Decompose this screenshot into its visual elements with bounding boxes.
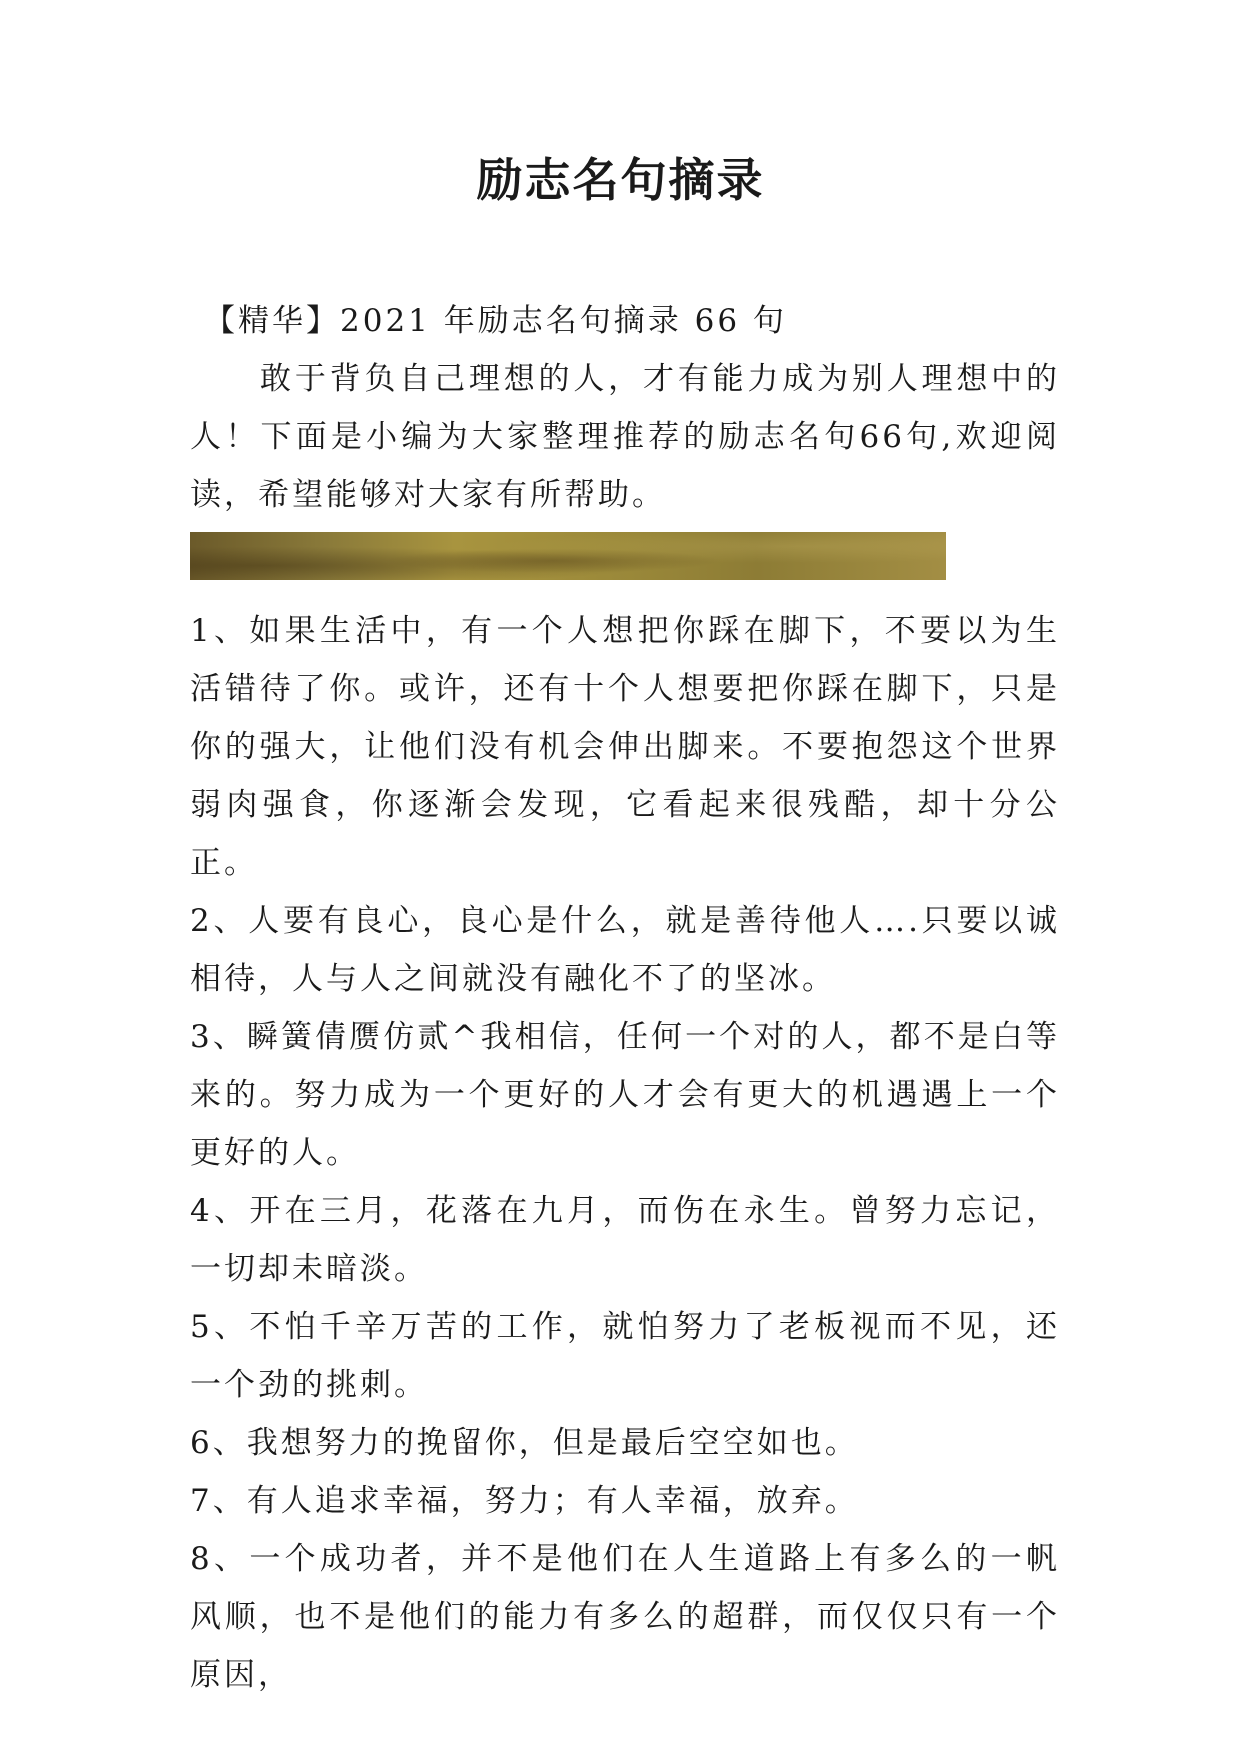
quote-list <box>190 602 1060 1704</box>
list-item: 7、有人追求幸福，努力；有人幸福，放弃。 <box>190 1483 859 1519</box>
document-body <box>190 292 1060 1704</box>
list-item: 6、我想努力的挽留你，但是最后空空如也。 <box>190 1425 859 1461</box>
document-subtitle: 【精华】2021 年励志名句摘录 66 句 <box>204 303 787 339</box>
list-item: 8、一个成功者，并不是他们在人生道路上有多么的一帆风顺，也不是他们的能力有多么的超群，而仅仅只有一个原因， <box>190 1541 1060 1693</box>
list-item: 2、人要有良心，良心是什么，就是善待他人….只要以诚相待，人与人之间就没有融化不了的坚冰。 <box>190 903 1060 997</box>
intro-paragraph: 敢于背负自己理想的人，才有能力成为别人理想中的人！下面是小编为大家整理推荐的励志名句66句,欢迎阅读，希望能够对大家有所帮助。 <box>190 361 1060 513</box>
list-item: 5、不怕千辛万苦的工作，就怕努力了老板视而不见，还一个劲的挑刺。 <box>190 1309 1060 1403</box>
document-title: 励志名句摘录 <box>476 153 765 207</box>
banner-image <box>190 532 946 580</box>
list-item: 1、如果生活中，有一个人想把你踩在脚下，不要以为生活错待了你。或许，还有十个人想要把你踩在脚下，只是你的强大，让他们没有机会伸出脚来。不要抱怨这个世界弱肉强食，你逐渐会发现，它看起来很残酷，却十分公正。 <box>190 613 1060 881</box>
list-item: 3、瞬簧倩赝仿贰^我相信，任何一个对的人，都不是白等来的。努力成为一个更好的人才会有更大的机遇遇上一个更好的人。 <box>190 1019 1060 1171</box>
list-item: 4、开在三月，花落在九月，而伤在永生。曾努力忘记，一切却未暗淡。 <box>190 1193 1060 1287</box>
